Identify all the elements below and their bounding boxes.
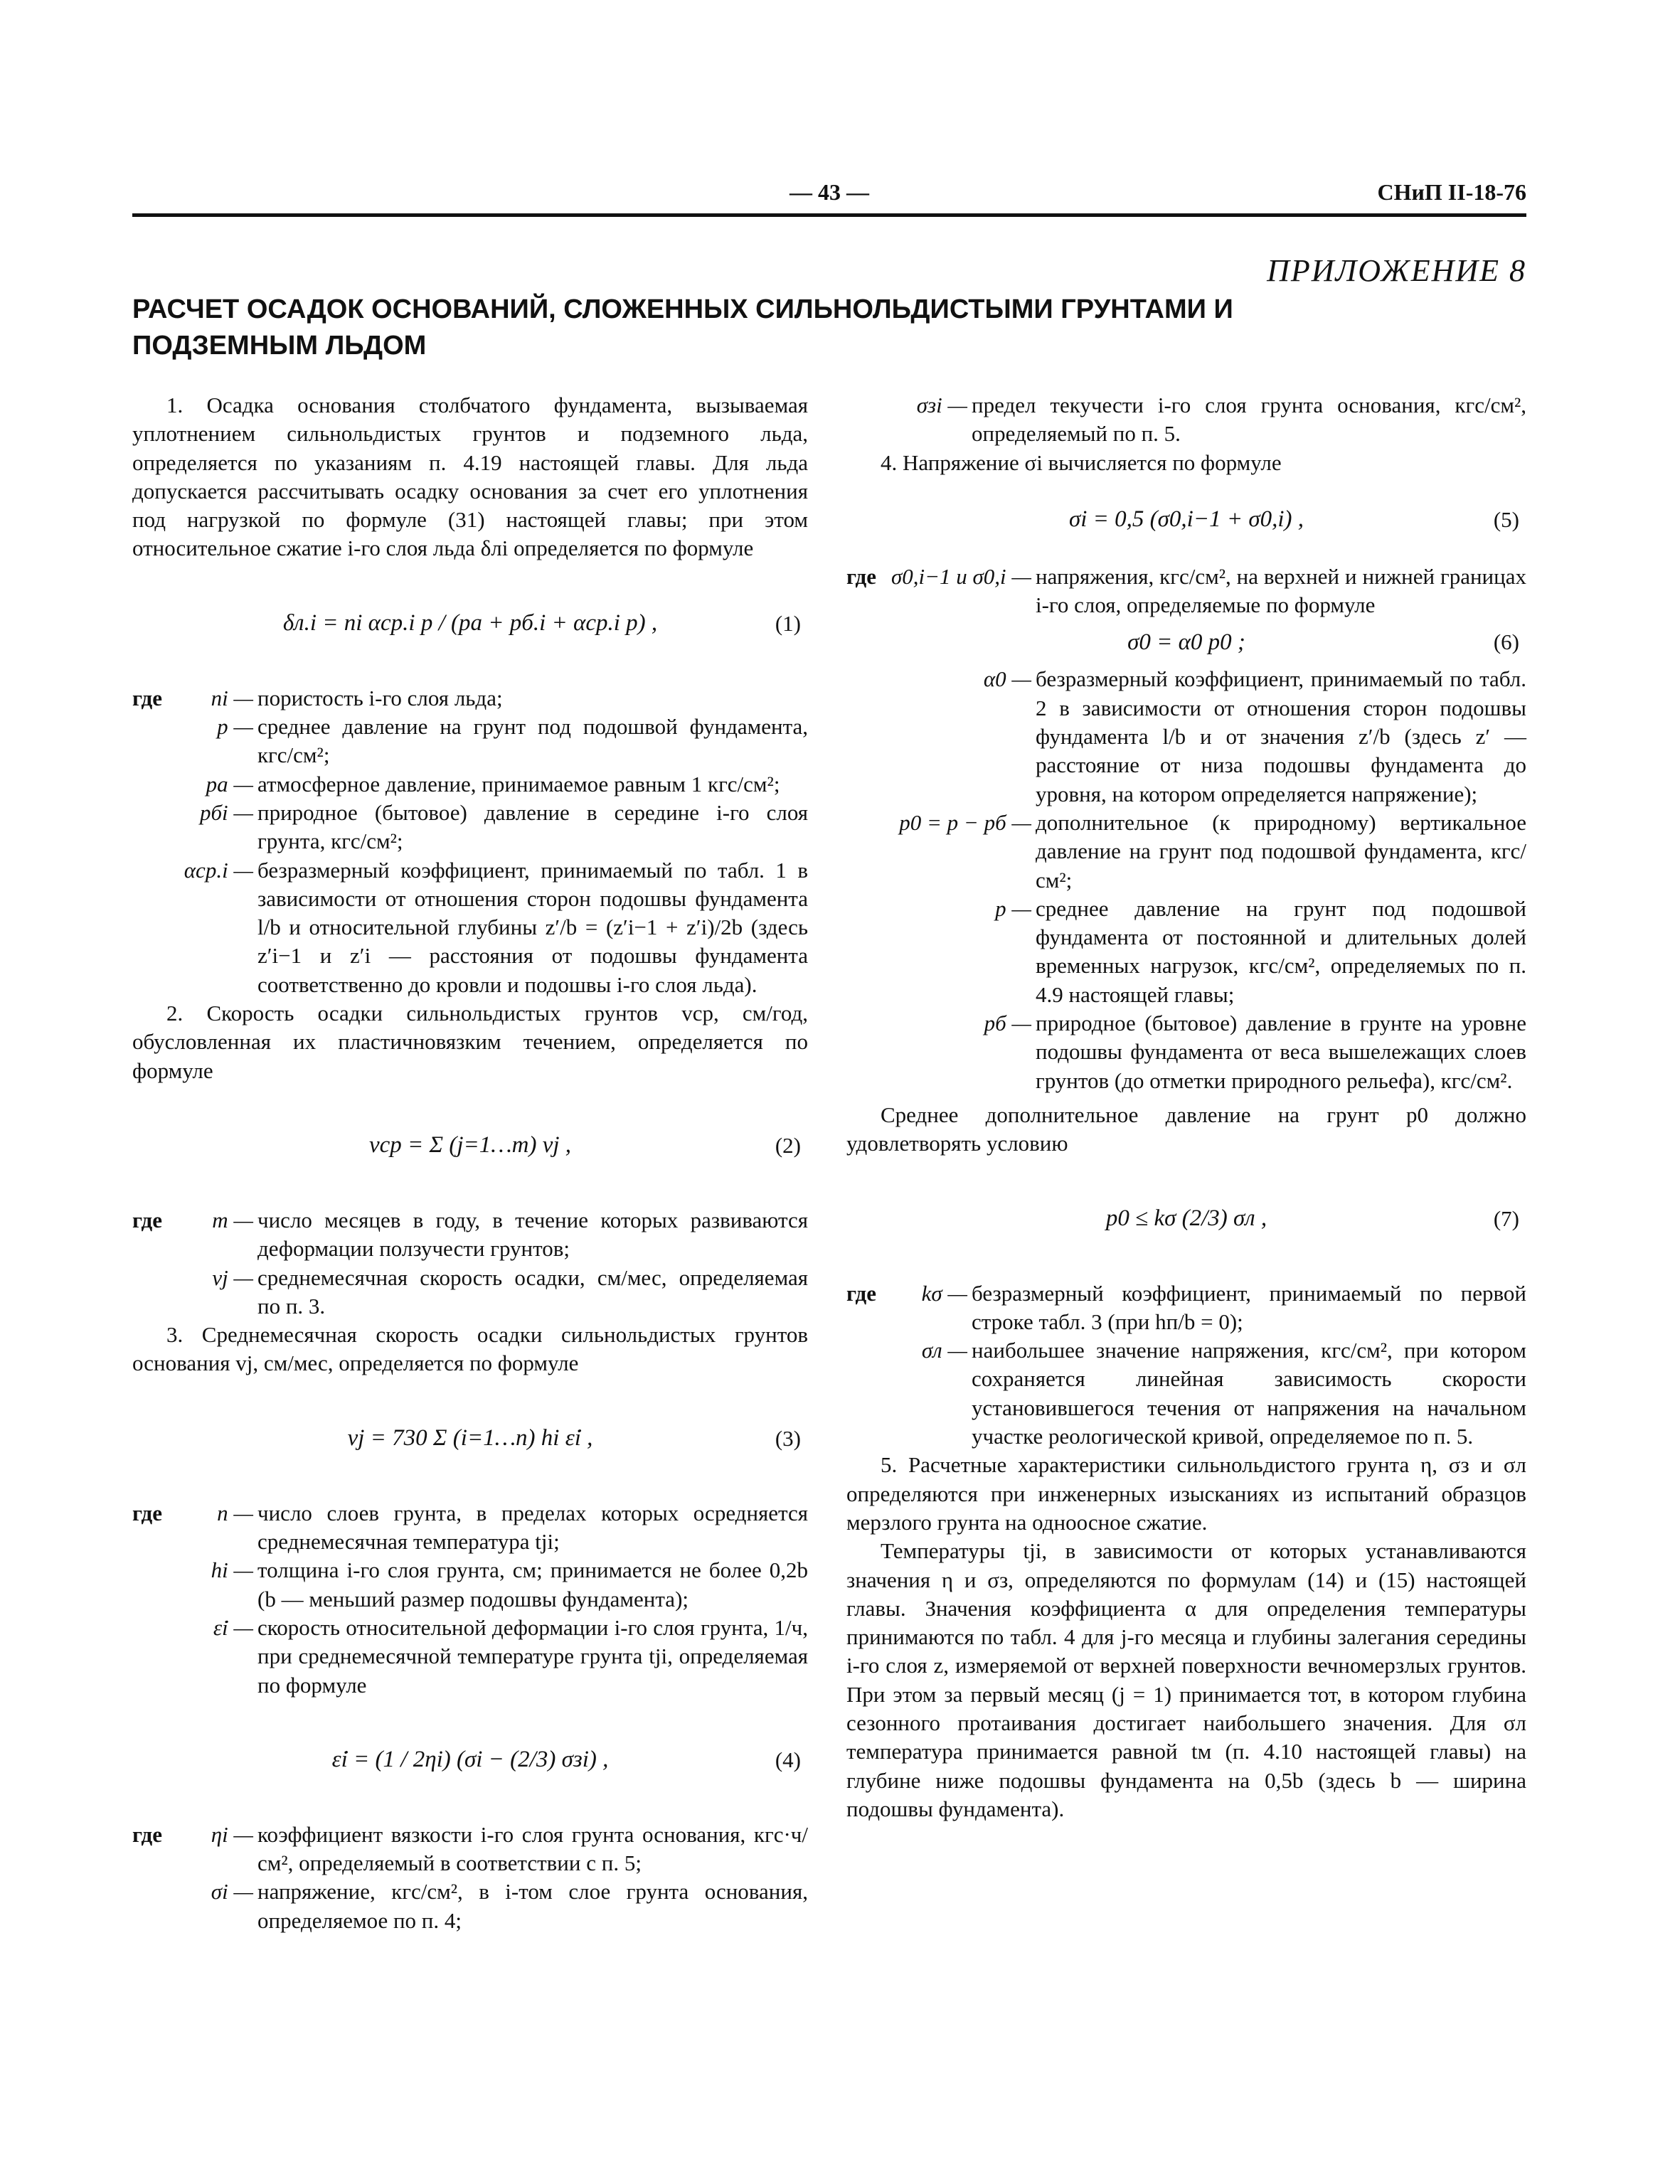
- def-desc: природное (бытовое) давление в грунте на уровне подошвы фундамента от веса вышележащих слоев грунтов (до отметки природного рельефа), кгс/см².: [1036, 1011, 1526, 1093]
- definitions-7: [846, 1279, 1526, 1451]
- section-title: РАСЧЕТ ОСАДОК ОСНОВАНИЙ, СЛОЖЕННЫХ СИЛЬНОЛЬДИСТЫМИ ГРУНТАМИ И ПОДЗЕМНЫМ ЛЬДОМ: [132, 294, 1233, 361]
- paragraph-6: 5. Расчетные характеристики сильнольдистого грунта η, σз и σл определяются при инженерных изысканиях из испытаний образцов мерзлого грунта на одноосное сжатие.: [846, 1452, 1526, 1535]
- def-lead: где: [132, 1500, 162, 1525]
- def-desc: безразмерный коэффициент, принимаемый по табл. 2 в зависимости от отношения сторон подошвы фундамента l/b и от значения z′/b (здесь z′ — расстояние от низа подошвы фундамента до уровня, на котором определяется напряжение);: [1036, 666, 1526, 806]
- def-desc: пористость i-го слоя льда;: [257, 685, 503, 710]
- def-lead: где: [132, 1207, 162, 1232]
- def-term: σзi —: [916, 393, 967, 417]
- formula-6-number: (6): [1493, 629, 1519, 655]
- formula-7: [846, 1158, 1526, 1279]
- formula-2-number: (2): [775, 1132, 801, 1158]
- definitions-3: [132, 1499, 808, 1700]
- formula-3-number: (3): [775, 1425, 801, 1451]
- def-desc: безразмерный коэффициент, принимаемый по первой строке табл. 3 (при hп/b = 0);: [972, 1280, 1526, 1334]
- formula-5-number: (5): [1493, 506, 1519, 532]
- def-lead: где: [846, 563, 876, 589]
- page-number: — 43 —: [790, 179, 869, 205]
- def-lead: где: [132, 1821, 162, 1847]
- definitions-1: [132, 684, 808, 999]
- def-desc: напряжения, кгс/см², на верхней и нижней границах i-го слоя, определяемые по формуле: [1036, 563, 1526, 618]
- def-desc: безразмерный коэффициент, принимаемый по табл. 1 в зависимости от отношения сторон подошвы фундамента l/b и относительной глубины z′/b = (z′i−1 + z′i)/2b (здесь z′i−1 и z′i — расстояния от подошвы фундамента соответственно до кровли и подошвы i-го слоя льда).: [257, 857, 808, 997]
- formula-3-expr: vj = 730 Σ (i=1…n) hi ε̇i ,: [347, 1425, 593, 1451]
- definitions-6: [846, 665, 1526, 1094]
- right-column: [846, 391, 1526, 1823]
- formula-1: [132, 563, 808, 684]
- def-desc: предел текучести i-го слоя грунта основания, кгс/см², определяемый по п. 5.: [972, 393, 1526, 447]
- formula-4: [132, 1700, 808, 1821]
- definitions-5: [846, 563, 1526, 620]
- def-desc: число слоев грунта, в пределах которых осредняется среднемесячная температура tji;: [257, 1500, 808, 1555]
- definitions-2: [132, 1206, 808, 1321]
- def-desc: коэффициент вязкости i-го слоя грунта основания, кгс·ч/см², определяемый в соответствии с п. 5;: [257, 1821, 808, 1876]
- paragraph-4: 4. Напряжение σi вычисляется по формуле: [881, 449, 1282, 475]
- paragraph-7: Температуры tji, в зависимости от которых устанавливаются значения η и σз, определяются по формулам (14) и (15) настоящей главы. Значения коэффициента α для определения температуры принимаются по табл. 4 для j-го месяца и глубины залегания середины i-го слоя z, измеряемой от верхней поверхности вечномерзлых грунтов. При этом за первый месяц (j = 1) принимается тот, в котором глубина сезонного протаивания достигает наибольшего значения. Для σл температура принимается равной tм (п. 4.10 настоящей главы) на глубине ниже подошвы фундамента на 0,5b (здесь b — ширина подошвы фундамента).: [846, 1538, 1526, 1821]
- def-desc: наибольшее значение напряжения, кгс/см², при котором сохраняется линейная зависимость скорости установившегося течения от напряжения на начальном участке реологической кривой, определяемое по п. 5.: [972, 1338, 1526, 1449]
- appendix-label: ПРИЛОЖЕНИЕ 8: [1267, 253, 1526, 288]
- def-term: pбi —: [199, 799, 253, 825]
- def-desc: напряжение, кгс/см², в i-том слое грунта основания, определяемое по п. 4;: [257, 1879, 808, 1933]
- def-term: где σ0,i−1 и σ0,i —: [846, 563, 1031, 620]
- page-header: [132, 178, 1526, 213]
- def-term: ε̇i —: [213, 1614, 253, 1640]
- def-desc: дополнительное (к природному) вертикальное давление на грунт под подошвой фундамента, кгс/см²;: [1036, 809, 1526, 893]
- def-desc: атмосферное давление, принимаемое равным 1 кгс/см²;: [257, 771, 780, 797]
- def-term: p —: [995, 895, 1031, 921]
- def-term: pа —: [206, 771, 253, 797]
- def-desc: скорость относительной деформации i-го слоя грунта, 1/ч, при среднемесячной температуре грунта tji, определяемая по формуле: [257, 1614, 808, 1698]
- def-term: σл —: [921, 1338, 967, 1363]
- formula-5-expr: σi = 0,5 (σ0,i−1 + σ0,i) ,: [1068, 506, 1304, 533]
- formula-2-expr: vср = Σ (j=1…m) vj ,: [368, 1132, 572, 1158]
- def-desc: число месяцев в году, в течение которых развиваются деформации ползучести грунтов;: [257, 1207, 808, 1262]
- def-desc: природное (бытовое) давление в середине i-го слоя грунта, кгс/см²;: [257, 799, 808, 854]
- def-term: σi —: [211, 1879, 253, 1905]
- formula-7-number: (7): [1493, 1205, 1519, 1231]
- formula-4-number: (4): [775, 1747, 801, 1772]
- formula-2: [132, 1085, 808, 1206]
- def-desc: среднемесячная скорость осадки, см/мес, определяемая по п. 3.: [257, 1264, 808, 1319]
- formula-3: [132, 1378, 808, 1499]
- def-term: αср.i —: [184, 857, 253, 883]
- def-term: где kσ —: [846, 1279, 967, 1337]
- def-term: pб —: [984, 1011, 1031, 1036]
- def-term: hi —: [211, 1557, 253, 1583]
- def-term: где ni —: [132, 684, 253, 713]
- definitions-top: [846, 391, 1526, 449]
- left-column: [132, 391, 808, 1935]
- def-term: vj —: [212, 1264, 253, 1290]
- def-term: где n —: [132, 1499, 253, 1557]
- paragraph-2: 2. Скорость осадки сильнольдистых грунтов vср, см/год, обусловленная их пластичновязким течением, определяется по формуле: [132, 1001, 808, 1083]
- formula-4-expr: ε̇i = (1 / 2ηi) (σi − (2/3) σзi) ,: [331, 1747, 609, 1773]
- def-desc: среднее давление на грунт под подошвой фундамента, кгс/см²;: [257, 714, 808, 768]
- def-desc: толщина i-го слоя грунта, см; принимается не более 0,2b (b — меньший размер подошвы фундамента);: [257, 1557, 808, 1612]
- def-term: где ηi —: [132, 1821, 253, 1878]
- def-term: α0 —: [983, 666, 1031, 692]
- def-term: p0 = p − pб —: [899, 809, 1031, 835]
- def-lead: где: [846, 1280, 876, 1306]
- def-term: p —: [217, 714, 253, 740]
- formula-1-expr: δл.i = ni αср.i p / (pа + pб.i + αср.i p) ,: [282, 610, 658, 636]
- def-term: где m —: [132, 1206, 253, 1264]
- paragraph-1: 1. Осадка основания столбчатого фундамента, вызываемая уплотнением сильнольдистых грунтов и подземного льда, определяется по указаниям п. 4.19 настоящей главы. Для льда допускается рассчитывать осадку основания за счет его уплотнения под нагрузкой по формуле (31) настоящей главы; при этом относительное сжатие i-го слоя льда δлi определяется по формуле: [132, 393, 808, 561]
- paragraph-3: 3. Среднемесячная скорость осадки сильнольдистых грунтов основания vj, см/мес, определяется по формуле: [132, 1322, 808, 1376]
- definitions-4: [132, 1821, 808, 1935]
- formula-6: [846, 619, 1526, 665]
- formula-5: [846, 477, 1526, 563]
- document-code: СНиП II-18-76: [1377, 179, 1526, 205]
- paragraph-5: Среднее дополнительное давление на грунт p0 должно удовлетворять условию: [846, 1102, 1526, 1156]
- formula-7-expr: p0 ≤ kσ (2/3) σл ,: [1105, 1205, 1267, 1232]
- formula-1-number: (1): [775, 610, 801, 636]
- def-lead: где: [132, 685, 162, 710]
- header-rule: [132, 213, 1526, 217]
- def-desc: среднее давление на грунт под подошвой фундамента от постоянной и длительных долей временных нагрузок, кгс/см², определяемых по п. 4.9 настоящей главы;: [1036, 895, 1526, 1007]
- formula-6-expr: σ0 = α0 p0 ;: [1127, 629, 1245, 656]
